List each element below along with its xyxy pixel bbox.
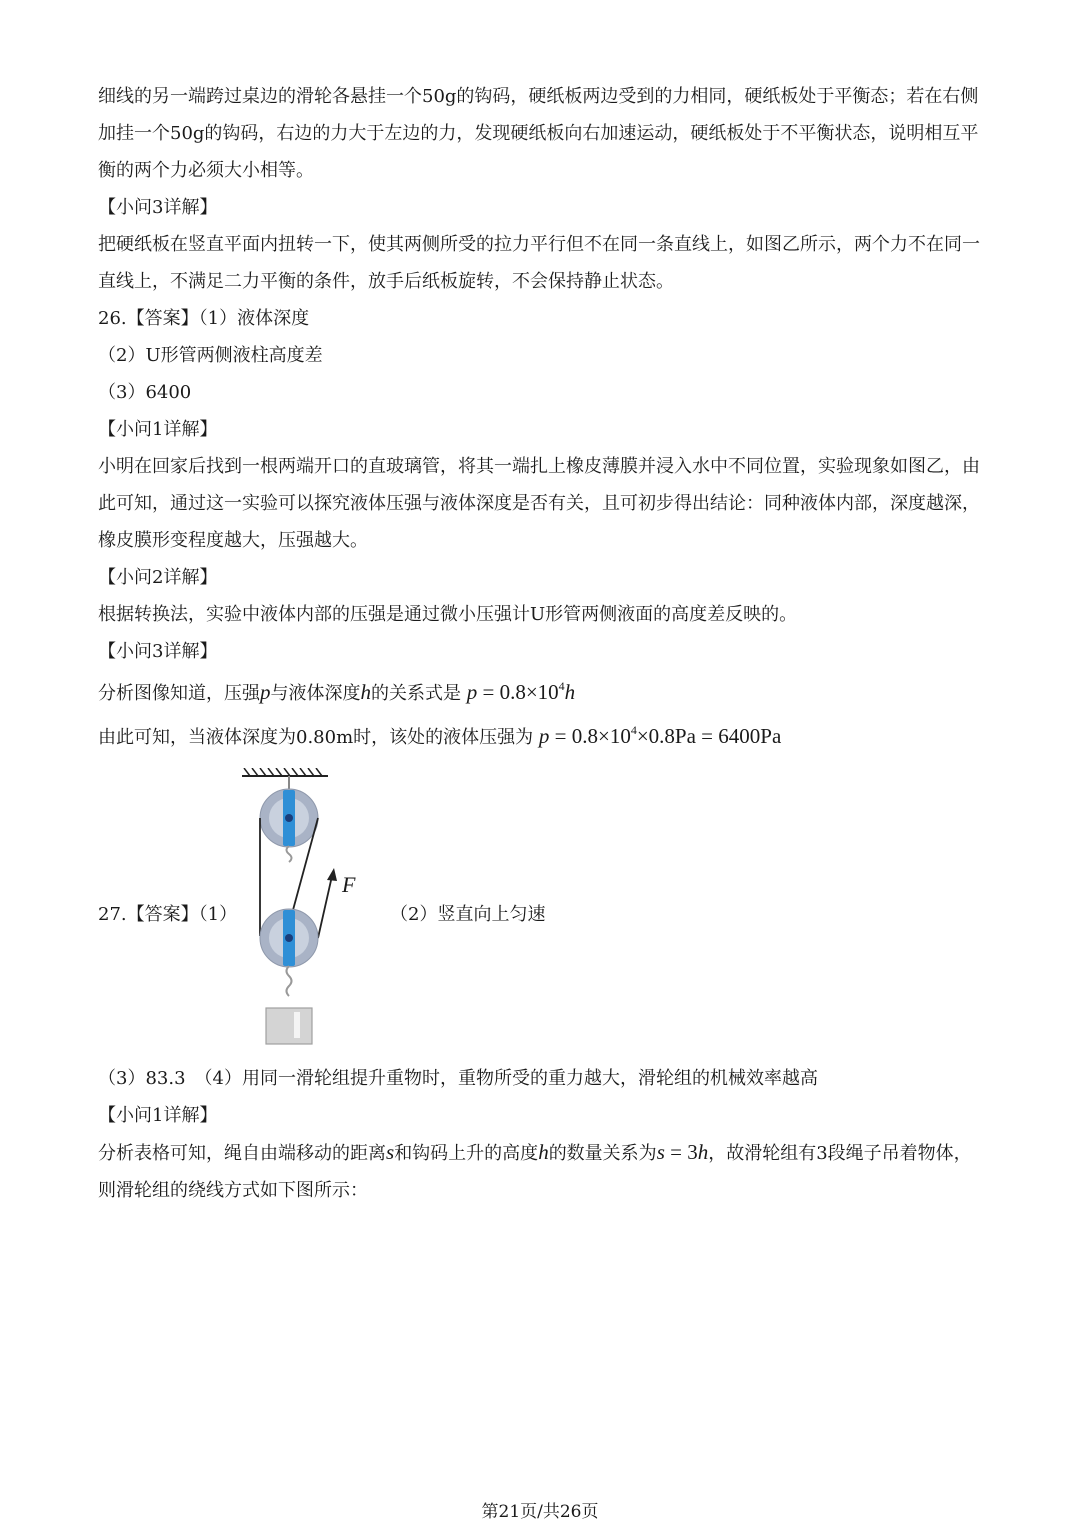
- q26-answer-2: （2）U形管两侧液柱高度差: [98, 345, 323, 366]
- q26-formula-line-1: 分析图像知道，压强p与液体深度h的关系式是 $p = 0.8\times 10^4h$: [98, 679, 576, 704]
- q27-paragraph-1: 分析表格可知，绳自由端移动的距离s和钩码上升的高度h的数量关系为s = 3h，故滑轮组有3段绳子吊着物体，则滑轮组的绕线方式如下图所示：: [98, 1140, 972, 1201]
- movable-pulley: [260, 909, 318, 996]
- pulley-system-diagram: [236, 768, 346, 1060]
- q27-subquestion-1-heading: 【小问1详解】: [98, 1105, 218, 1126]
- q27-answer-2: （2）竖直向上匀速: [390, 904, 546, 925]
- q26-answer-1: 26.【答案】（1）液体深度: [98, 308, 310, 329]
- document-body: [98, 78, 983, 1209]
- page-number: 第21页/共26页: [481, 1502, 599, 1522]
- q26-subquestion-2-heading: 【小问2详解】: [98, 567, 218, 588]
- weight-block: [266, 1008, 312, 1044]
- pressure-value-formula: $p = 0.8\times 10^4\times 0.8Pa = 6400Pa$: [538, 723, 782, 748]
- distance-height-formula: s = 3h: [656, 1140, 709, 1164]
- q26-paragraph-1: 小明在回家后找到一根两端开口的直玻璃管，将其一端扎上橡皮薄膜并浸入水中不同位置，实验现象如图乙，由此可知，通过这一实验可以探究液体压强与液体深度是否有关，且可初步得出结论：同种液体内部，深度越深，橡皮膜形变程度越大，压强越大。: [98, 456, 980, 551]
- force-label: F: [342, 872, 356, 897]
- q27-answer-row: [98, 768, 983, 1060]
- q26-subquestion-1-heading: 【小问1详解】: [98, 419, 218, 440]
- q26-paragraph-2: 根据转换法，实验中液体内部的压强是通过微小压强计U形管两侧液面的高度差反映的。: [98, 604, 798, 625]
- paragraph-same-line: 把硬纸板在竖直平面内扭转一下，使其两侧所受的拉力平行但不在同一条直线上，如图乙所示，两个力不在同一直线上，不满足二力平衡的条件，放手后纸板旋转，不会保持静止状态。: [98, 234, 980, 292]
- pressure-depth-formula: $p = 0.8\times 10^4h$: [466, 679, 576, 704]
- subquestion-3-heading: 【小问3详解】: [98, 197, 218, 218]
- q27-answer-3-4: （3）83.3 （4）用同一滑轮组提升重物时，重物所受的重力越大，滑轮组的机械效率越高: [98, 1068, 818, 1089]
- ceiling-support: [242, 768, 328, 792]
- force-arrow-icon: [327, 868, 337, 881]
- paragraph-equal-magnitude: 细线的另一端跨过桌边的滑轮各悬挂一个50g的钩码，硬纸板两边受到的力相同，硬纸板处于平衡态；若在右侧加挂一个50g的钩码，右边的力大于左边的力，发现硬纸板向右加速运动，硬纸板处于不平衡状态，说明相互平衡的两个力必须大小相等。: [98, 86, 979, 181]
- q26-formula-line-2: 由此可知，当液体深度为0.80m时，该处的液体压强为 $p = 0.8\times 10^4\times 0.8Pa = 6400Pa$: [98, 723, 782, 748]
- q26-subquestion-3-heading: 【小问3详解】: [98, 641, 218, 662]
- q27-answer-1: 27.【答案】（1）: [98, 904, 238, 925]
- q26-answer-3: （3）6400: [98, 382, 192, 403]
